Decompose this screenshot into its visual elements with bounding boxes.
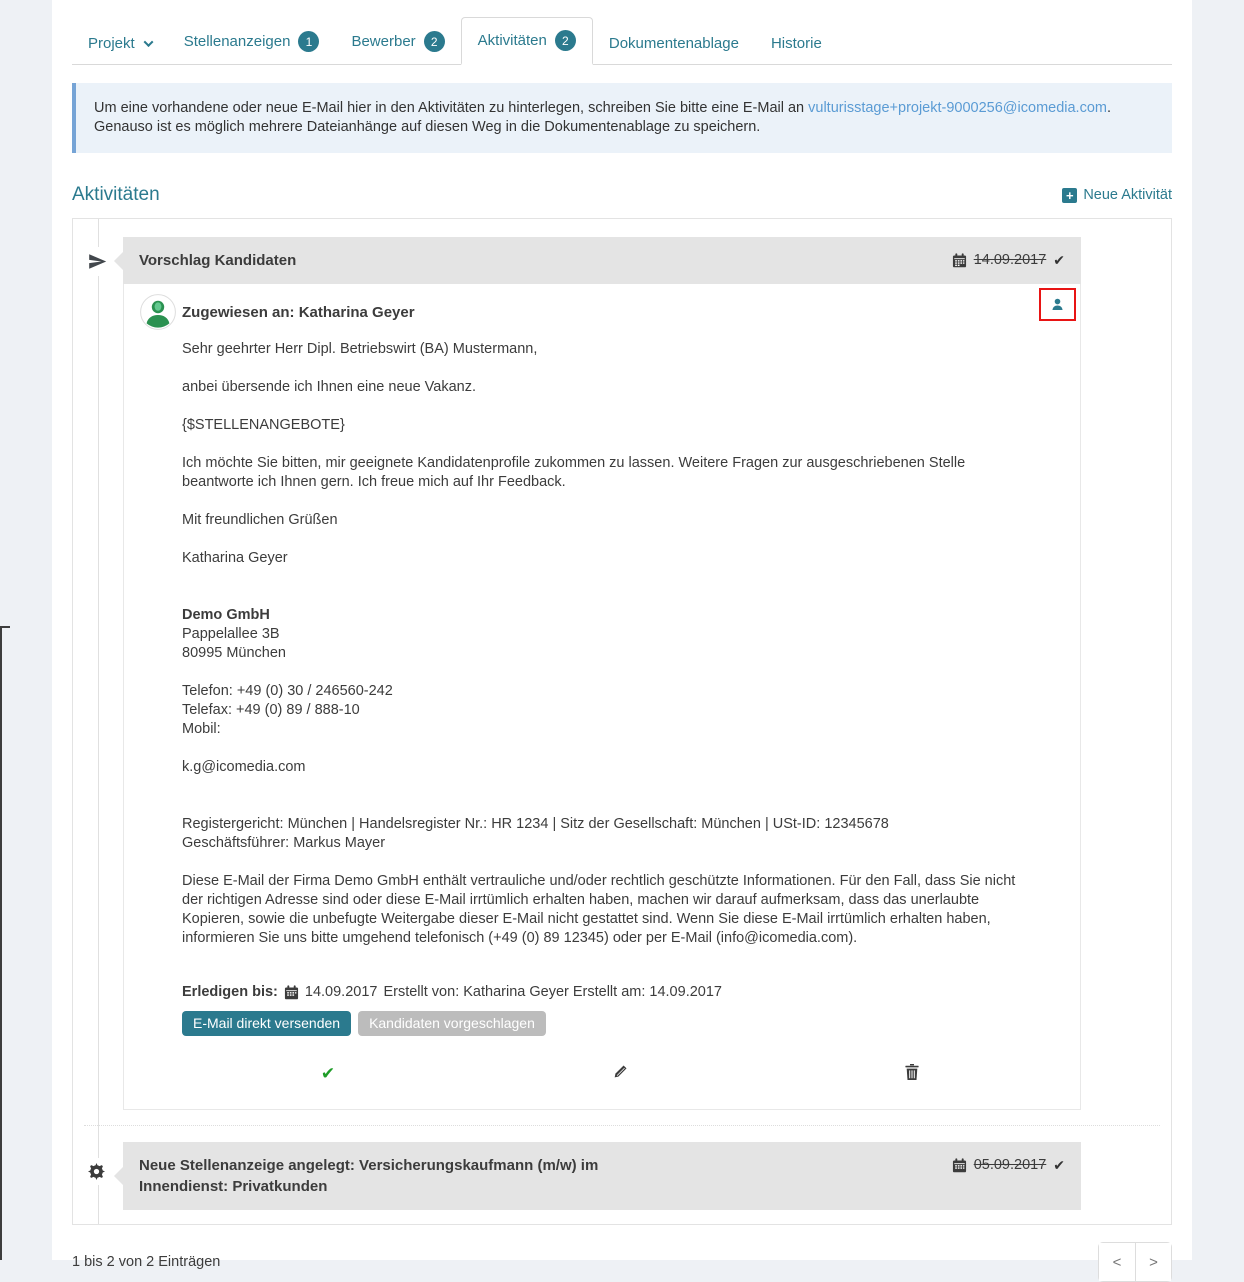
count-badge: 1 bbox=[298, 31, 319, 52]
page-title: Aktivitäten bbox=[72, 184, 160, 205]
done-check-icon: ✔ bbox=[1053, 252, 1065, 268]
new-activity-label: Neue Aktivität bbox=[1083, 187, 1172, 203]
email-paragraph: Sehr geehrter Herr Dipl. Betriebswirt (BA) Mustermann, bbox=[182, 341, 538, 357]
signature-phone: Telefon: +49 (0) 30 / 246560-242 bbox=[182, 683, 393, 699]
email-disclaimer: Diese E-Mail der Firma Demo GmbH enthält vertrauliche und/oder rechtlich geschützte Informationen. Für den Fall, dass Sie nicht der richtigen Adresse sind oder diese E-Mail irrtümlich erhalten haben, machen wir darauf aufmerksam, dass das unerlaubte Kopieren, sowie die unbefugte Weitergabe dieser E-Mail nicht gestattet sind. Wenn Sie diese E-Mail irrtümlich erhalten haben, informieren Sie uns bitte umgehend telefonisch (+49 (0) 89 12345) oder per E-Mail (info@icomedia.com). bbox=[182, 873, 1016, 946]
timeline-line bbox=[98, 219, 99, 1224]
paper-plane-icon bbox=[88, 247, 108, 276]
tab-aktivitaeten-label: Aktivitäten bbox=[477, 32, 547, 49]
register-info: Geschäftsführer: Markus Mayer bbox=[182, 835, 386, 851]
activity-title: Vorschlag Kandidaten bbox=[139, 252, 297, 269]
assignee-user-button-highlighted[interactable] bbox=[1039, 288, 1076, 321]
calendar-icon bbox=[952, 253, 967, 268]
avatar bbox=[140, 294, 176, 330]
content-panel bbox=[52, 0, 1192, 1271]
signature-address: 80995 München bbox=[182, 645, 286, 661]
tab-historie[interactable] bbox=[755, 23, 838, 64]
status-badge-kandidaten: Kandidaten vorgeschlagen bbox=[358, 1011, 546, 1036]
user-icon bbox=[1050, 297, 1065, 312]
complete-button[interactable] bbox=[182, 1064, 474, 1085]
tab-dokumentenablage-label: Dokumentenablage bbox=[608, 35, 739, 52]
next-page-button[interactable]: > bbox=[1135, 1243, 1171, 1281]
info-banner-text: Um eine vorhandene oder neue E-Mail hier in den Aktivitäten zu hinterlegen, schreiben Sie bitte eine E-Mail an bbox=[94, 100, 809, 116]
prev-page-button[interactable]: < bbox=[1099, 1243, 1135, 1281]
activity-item-stellenanzeige bbox=[123, 1142, 1081, 1210]
tab-projekt-label: Projekt bbox=[88, 35, 135, 52]
calendar-icon bbox=[952, 1158, 967, 1173]
activity-separator bbox=[84, 1125, 1160, 1126]
info-banner-text: . Genauso ist es möglich mehrere Dateianhänge auf diesen Weg in die Dokumentenablage zu speichern. bbox=[94, 100, 1112, 135]
tab-bewerber[interactable] bbox=[335, 19, 460, 64]
tab-stellenanzeigen[interactable] bbox=[168, 19, 336, 64]
register-info: Registergericht: München | Handelsregister Nr.: HR 1234 | Sitz der Gesellschaft: München | USt-ID: 12345678 bbox=[182, 816, 889, 832]
activity-header[interactable] bbox=[123, 237, 1081, 284]
check-icon: ✔ bbox=[320, 1064, 336, 1083]
trash-icon bbox=[905, 1064, 919, 1080]
entries-summary: 1 bis 2 von 2 Einträgen bbox=[72, 1254, 221, 1270]
activity-date-block bbox=[952, 250, 1065, 271]
tab-projekt[interactable] bbox=[72, 23, 168, 64]
activity-date-block bbox=[952, 1155, 1065, 1176]
email-paragraph: Ich möchte Sie bitten, mir geeignete Kandidatenprofile zukommen zu lassen. Weitere Fragen zur ausgeschriebenen Stelle beantworte ich Ihnen gern. Ich freue mich auf Ihr Feedback. bbox=[182, 455, 966, 490]
due-date-value: 14.09.2017 bbox=[304, 984, 378, 1000]
gear-icon bbox=[88, 1158, 108, 1185]
status-badge-email-direct: E-Mail direkt versenden bbox=[182, 1011, 351, 1036]
email-paragraph: Katharina Geyer bbox=[182, 550, 288, 566]
signature-address: Pappelallee 3B bbox=[182, 626, 280, 642]
info-banner bbox=[72, 83, 1172, 153]
activities-list bbox=[72, 218, 1172, 1225]
count-badge: 2 bbox=[424, 31, 445, 52]
action-bar bbox=[182, 1064, 1058, 1085]
due-date: 14.09.2017 bbox=[973, 252, 1047, 268]
email-paragraph: Mit freundlichen Grüßen bbox=[182, 512, 338, 528]
tab-dokumentenablage[interactable] bbox=[593, 23, 755, 64]
tab-aktivitaeten[interactable] bbox=[461, 17, 593, 65]
signature-phone: Mobil: bbox=[182, 721, 221, 737]
tab-stellenanzeigen-label: Stellenanzeigen bbox=[183, 33, 291, 50]
screen-edge-artifact bbox=[0, 627, 2, 1260]
pencil-icon bbox=[613, 1064, 628, 1079]
email-paragraph: {$STELLENANGEBOTE} bbox=[182, 417, 345, 433]
signature-phone: Telefax: +49 (0) 89 / 888-10 bbox=[182, 702, 360, 718]
badge-row bbox=[182, 1011, 1058, 1036]
count-badge: 2 bbox=[555, 30, 576, 51]
edit-button[interactable] bbox=[474, 1064, 766, 1085]
activity-header[interactable] bbox=[123, 1142, 1081, 1210]
tab-historie-label: Historie bbox=[770, 35, 822, 52]
due-label: Erledigen bis: bbox=[182, 984, 278, 1000]
activity-detail bbox=[123, 284, 1081, 1110]
signature-email: k.g@icomedia.com bbox=[182, 759, 306, 775]
activity-title: Neue Stellenanzeige angelegt: Versicherungskaufmann (m/w) im Innendienst: Privatkunden bbox=[139, 1157, 599, 1195]
calendar-icon bbox=[284, 985, 299, 1000]
delete-button[interactable] bbox=[766, 1064, 1058, 1085]
assigned-to-text: Zugewiesen an: Katharina Geyer bbox=[182, 304, 415, 321]
tab-bar bbox=[72, 0, 1172, 65]
activity-item-vorschlag bbox=[123, 237, 1081, 1110]
signature-company: Demo GmbH bbox=[182, 607, 270, 623]
plus-square-icon: + bbox=[1062, 188, 1077, 203]
meta-row bbox=[182, 984, 1058, 1000]
email-paragraph: anbei übersende ich Ihnen eine neue Vakanz. bbox=[182, 379, 476, 395]
project-email-link[interactable]: vulturisstage+projekt-9000256@icomedia.com bbox=[808, 100, 1107, 116]
new-activity-button[interactable] bbox=[1062, 187, 1172, 203]
chevron-down-icon bbox=[143, 37, 153, 47]
done-check-icon: ✔ bbox=[1053, 1157, 1065, 1173]
tab-bewerber-label: Bewerber bbox=[351, 33, 416, 50]
pagination bbox=[1098, 1242, 1172, 1282]
created-info: Erstellt von: Katharina Geyer Erstellt am: 14.09.2017 bbox=[383, 984, 722, 1000]
due-date: 05.09.2017 bbox=[973, 1157, 1047, 1173]
